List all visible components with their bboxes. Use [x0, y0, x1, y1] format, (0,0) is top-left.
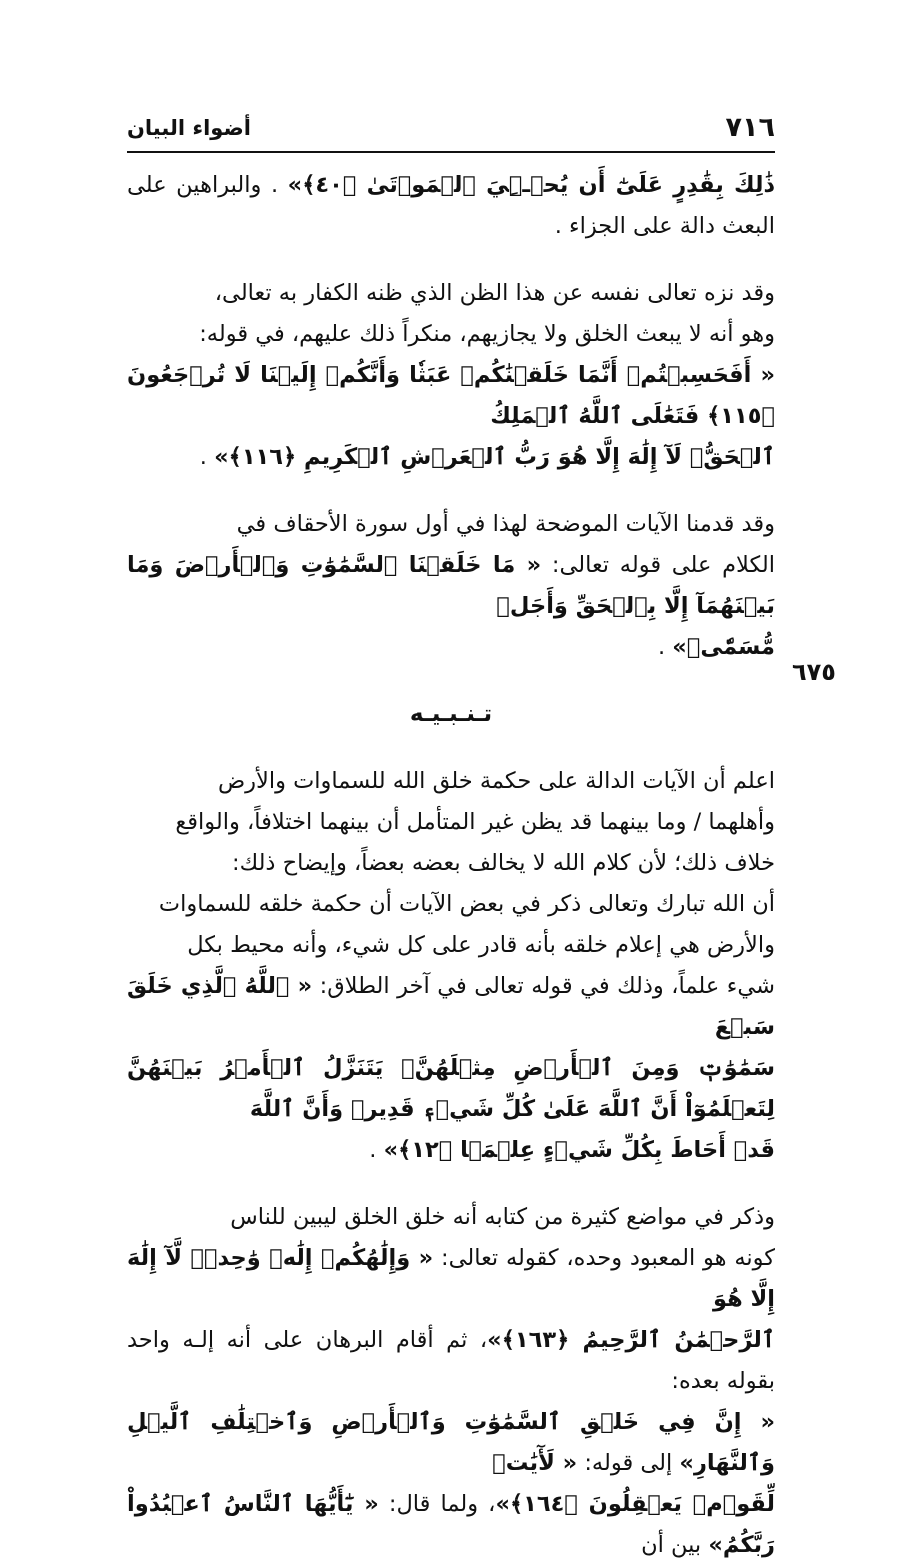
- quran-verse: ٱلرَّحۡمَٰنُ ٱلرَّحِيمُ ﴿١٦٣﴾»: [487, 1327, 775, 1353]
- line-text: وقد قدمنا الآيات الموضحة لهذا في أول سورة الأحقاف في: [236, 511, 775, 537]
- line-text: خلاف ذلك؛ لأن كلام الله لا يخالف بعضه بعضاً، وإيضاح ذلك:: [232, 850, 775, 876]
- text-line: [127, 504, 775, 545]
- paragraph-gap: [127, 668, 775, 694]
- page-header: [127, 108, 775, 144]
- text-line: [127, 925, 775, 966]
- page-number: ٧١٦: [725, 112, 775, 143]
- text-line: [127, 1484, 775, 1566]
- text-line: [127, 545, 775, 627]
- text-line: [127, 1320, 775, 1402]
- paragraph-gap: [127, 478, 775, 504]
- text-line: [127, 966, 775, 1048]
- line-text: ، ولما قال:: [378, 1491, 496, 1517]
- line-text: أن الله تبارك وتعالى ذكر في بعض الآيات أن حكمة خلقه للسماوات: [158, 891, 775, 917]
- text-line: [127, 314, 775, 355]
- quran-verse: ٱلۡحَقُّۖ لَآ إِلَٰهَ إِلَّا هُوَ رَبُّ ٱلۡعَرۡشِ ٱلۡكَرِيمِ ﴿١١٦﴾»: [214, 444, 775, 470]
- quran-verse: سَمَٰوَٰتٖ وَمِنَ ٱلۡأَرۡضِ مِثۡلَهُنَّۖ يَتَنَزَّلُ ٱلۡأَمۡرُ بَيۡنَهُنَّ لِتَعۡلَمُوٓاْ أَنَّ ٱللَّهَ عَلَىٰ كُلِّ شَيۡءٖ قَدِيرٞ وَأَنَّ ٱللَّهَ: [127, 1055, 775, 1122]
- line-text: .: [657, 634, 673, 660]
- text-line: [127, 1238, 775, 1320]
- line-text: بين أن: [641, 1532, 709, 1558]
- text-line: [127, 437, 775, 478]
- text-line: [127, 273, 775, 314]
- text-line: [127, 355, 775, 437]
- text-line: [127, 802, 775, 843]
- line-text: وذكر في مواضع كثيرة من كتابه أنه خلق الخلق ليبين للناس: [230, 1204, 775, 1230]
- line-text: وقد نزه تعالى نفسه عن هذا الظن الذي ظنه الكفار به تعالى،: [214, 280, 775, 306]
- text-line: [127, 1048, 775, 1130]
- line-text: شيء علماً، وذلك في قوله تعالى في آخر الطلاق:: [312, 973, 775, 999]
- text-line: [127, 884, 775, 925]
- text-line: [127, 627, 775, 668]
- line-text: إلى قوله:: [577, 1450, 680, 1476]
- line-text: والأرض هي إعلام خلقه بأنه قادر على كل شيء، وأنه محيط بكل: [187, 932, 775, 958]
- line-text: .: [369, 1137, 384, 1163]
- text-line: [127, 165, 775, 247]
- paragraph-gap: [127, 735, 775, 761]
- quran-verse: قَدۡ أَحَاطَ بِكُلِّ شَيۡءٍ عِلۡمَۢا ﴿١٢﴾»: [383, 1137, 775, 1163]
- quran-verse: ذَٰلِكَ بِقَٰدِرٍ عَلَىٰٓ أَن يُحۡـِۧيَ ٱلۡمَوۡتَىٰ ﴿٤٠﴾»: [287, 172, 775, 198]
- quran-verse: « يَٰٓأَيُّهَا ٱلنَّاسُ ٱعۡبُدُواْ رَبَّكُمُ»: [127, 1491, 775, 1558]
- paragraph-gap: [127, 247, 775, 273]
- line-text: وهو أنه لا يبعث الخلق ولا يجازيهم، منكراً ذلك عليهم، في قوله:: [199, 321, 775, 347]
- line-text: اعلم أن الآيات الدالة على حكمة خلق الله للسماوات والأرض: [217, 768, 775, 794]
- text-line: [127, 761, 775, 802]
- quran-verse: « ٱللَّهُ ٱلَّذِي خَلَقَ سَبۡعَ: [127, 973, 775, 1040]
- manuscript-page-marker: ٦٧٥: [792, 658, 836, 686]
- book-title: أضواء البيان: [127, 116, 251, 140]
- paragraph-gap: [127, 1171, 775, 1197]
- text-line: [127, 1402, 775, 1484]
- quran-verse: مُّسَمّٗىۚ»: [672, 634, 775, 660]
- body-text: [127, 165, 775, 1566]
- text-line: [127, 1130, 775, 1171]
- line-text: .: [199, 444, 215, 470]
- line-text: كونه هو المعبود وحده، كقوله تعالى:: [433, 1245, 775, 1271]
- quran-verse: « وَإِلَٰهُكُمۡ إِلَٰهٞ وَٰحِدٞۖ لَّآ إِلَٰهَ إِلَّا هُوَ: [127, 1245, 775, 1312]
- quran-verse: « إِنَّ فِي خَلۡقِ ٱلسَّمَٰوَٰتِ وَٱلۡأَرۡضِ وَٱخۡتِلَٰفِ ٱلَّيۡلِ وَٱلنَّهَارِ»: [127, 1409, 775, 1476]
- text-line: [127, 843, 775, 884]
- quran-verse: « أَفَحَسِبۡتُمۡ أَنَّمَا خَلَقۡنَٰكُمۡ عَبَثٗا وَأَنَّكُمۡ إِلَيۡنَا لَا تُرۡجَعُونَ ﴿١١٥﴾ فَتَعَٰلَى ٱللَّهُ ٱلۡمَلِكُ: [127, 362, 775, 429]
- quran-verse: « مَا خَلَقۡنَا ٱلسَّمَٰوَٰتِ وَٱلۡأَرۡضَ وَمَا بَيۡنَهُمَآ إِلَّا بِٱلۡحَقِّ وَأَجَلٖ: [127, 552, 775, 619]
- section-title: تـنـبـيـه: [409, 701, 493, 727]
- line-text: وأهلهما / وما بينهما قد يظن غير المتأمل أن بينهما اختلافاً، والواقع: [175, 809, 775, 835]
- text-line: [127, 1197, 775, 1238]
- header-rule: [127, 151, 775, 153]
- line-text: الكلام على قوله تعالى:: [541, 552, 775, 578]
- line-text: . والبراهين على البعث دالة على الجزاء .: [127, 172, 775, 239]
- line-text: ، ثم أقام البرهان على أنه إلـه واحد بقوله بعده:: [127, 1327, 775, 1394]
- quran-verse: لِّقَوۡمٖ يَعۡقِلُونَ ﴿١٦٤﴾»: [495, 1491, 775, 1517]
- quran-verse: « لَأٓيَٰتٖ: [492, 1450, 578, 1476]
